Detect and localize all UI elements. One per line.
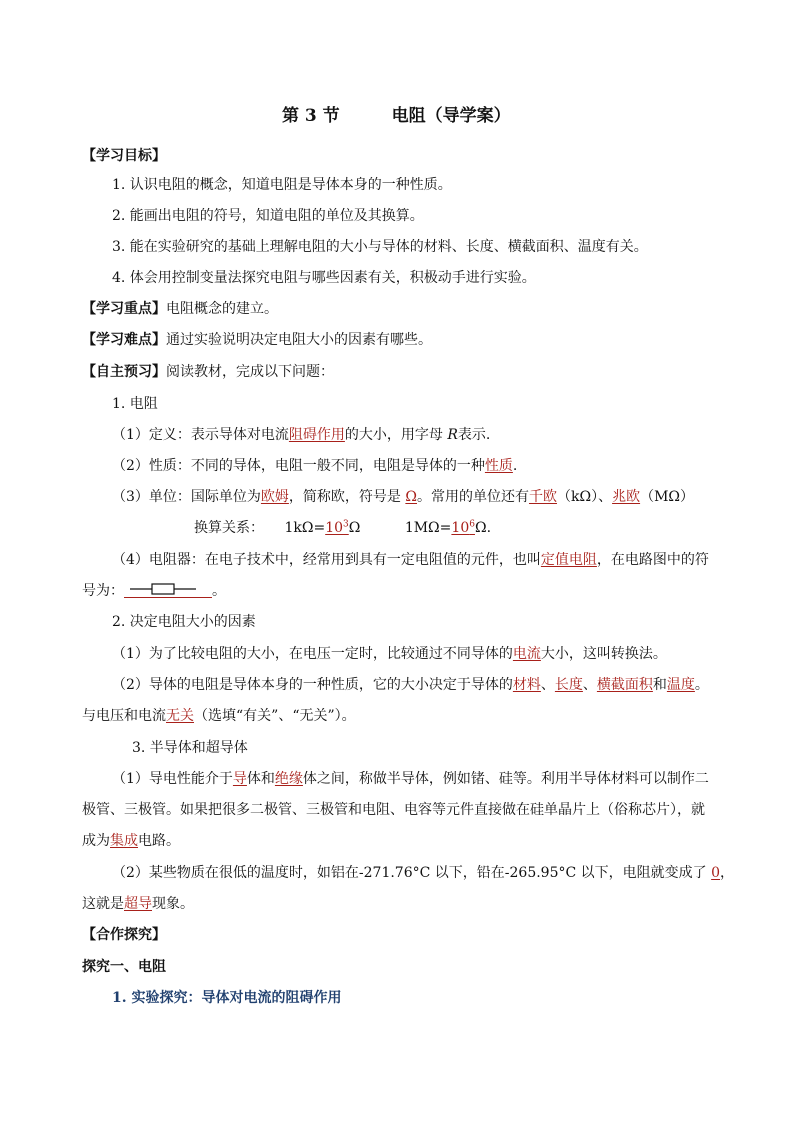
text: （2）导体的电阻是导体本身的一种性质，它的大小决定于导体的	[112, 677, 513, 693]
goal-item: 1. 认识电阻的概念，知道电阻是导体本身的一种性质。	[112, 177, 452, 193]
answer-blank: 长度	[554, 677, 583, 693]
semi-line-1	[112, 769, 709, 789]
goal-item: 4. 体会用控制变量法探究电阻与哪些因素有关，积极动手进行实验。	[112, 270, 536, 286]
answer-blank: 材料	[512, 677, 541, 693]
text: 、	[540, 677, 555, 693]
text: ，在电路图中的符	[596, 552, 709, 568]
text: （1）导电性能介于	[112, 771, 233, 787]
factor-line-1	[112, 644, 667, 664]
text: 。	[212, 583, 226, 599]
answer-blank: 欧姆	[260, 489, 289, 505]
subsection-resistance: 1. 电阻	[112, 396, 158, 412]
experiment-heading: 1. 实验探究：导体对电流的阻碍作用	[112, 990, 342, 1006]
subsection-factors: 2. 决定电阻大小的因素	[112, 614, 256, 630]
text: 现象。	[152, 896, 194, 912]
text: 大小，这叫转换法。	[540, 646, 667, 662]
focus-text: 电阻概念的建立。	[166, 301, 278, 317]
preview-text: 阅读教材，完成以下问题：	[166, 364, 334, 380]
text: （3）单位：国际单位为	[112, 489, 261, 505]
unit-line	[112, 487, 694, 507]
text: 体之间，称做半导体，例如锗、硅等。利用半导体材料可以制作二	[302, 771, 709, 787]
text: Ω.	[474, 520, 492, 536]
coop-heading: 【合作探究】	[82, 927, 166, 943]
answer-blank: 千欧	[528, 489, 557, 505]
difficulty-text: 通过实验说明决定电阻大小的因素有哪些。	[166, 332, 432, 348]
resistor-symbol-icon	[130, 583, 206, 595]
focus-line	[82, 299, 278, 319]
text: 1kΩ=	[284, 520, 326, 536]
preview-line	[82, 362, 334, 382]
text: 10	[325, 520, 344, 536]
answer-blank: 集成	[110, 833, 138, 849]
answer-blank: 温度	[666, 677, 695, 693]
answer-blank: 超导	[124, 896, 152, 912]
text: 与电压和电流	[82, 708, 166, 724]
answer-blank: 无关	[166, 708, 194, 724]
super-line-1	[112, 863, 734, 883]
explore-one-heading: 探究一、电阻	[82, 959, 166, 975]
text: ，	[720, 865, 735, 881]
subsection-semiconductor: 3. 半导体和超导体	[132, 740, 248, 756]
answer-blank: 定值电阻	[540, 552, 597, 568]
difficulty-line	[82, 330, 432, 350]
semi-line-2: 极管、三极管。如果把很多二极管、三极管和电阻、电容等元件直接做在硅单晶片上（俗称芯片），就	[82, 802, 705, 818]
exponent: 3	[343, 519, 349, 530]
difficulty-heading: 【学习难点】	[82, 332, 166, 348]
exponent: 6	[469, 519, 475, 530]
text: ，简称欧，符号是	[288, 489, 406, 505]
preview-heading: 【自主预习】	[82, 364, 166, 380]
text: 电路。	[138, 833, 180, 849]
text: 的大小，用字母	[344, 427, 448, 443]
answer-blank: 绝缘	[274, 771, 303, 787]
resistor-line	[112, 550, 709, 570]
symbol-r: R	[447, 427, 458, 443]
resistor-symbol-blank	[124, 581, 212, 598]
text: （2）某些物质在很低的温度时，如铝在-271.76°C 以下，铅在-265.95°C 以下，电阻就变成了	[112, 865, 712, 881]
resistor-symbol-line	[82, 581, 226, 601]
focus-heading: 【学习重点】	[82, 301, 166, 317]
text: 体和	[246, 771, 275, 787]
text: 和	[652, 677, 667, 693]
property-line	[112, 456, 517, 476]
answer-blank: Ω	[405, 489, 417, 505]
answer-blank: 性质	[484, 458, 513, 474]
text: 、	[582, 677, 597, 693]
goals-heading: 【学习目标】	[82, 148, 166, 164]
text: （4）电阻器：在电子技术中，经常用到具有一定电阻值的元件，也叫	[112, 552, 541, 568]
text: （kΩ）、	[556, 489, 613, 505]
answer-blank: 0	[711, 865, 721, 881]
factor-line-2	[112, 675, 709, 695]
text: 1MΩ=	[404, 520, 452, 536]
page-title	[282, 106, 511, 126]
text: 表示.	[457, 427, 491, 443]
text: 成为	[82, 833, 110, 849]
text: 10	[451, 520, 470, 536]
semi-line-3	[82, 831, 180, 851]
goal-item: 3. 能在实验研究的基础上理解电阻的大小与导体的材料、长度、横截面积、温度有关。	[112, 239, 648, 255]
text: （MΩ）	[640, 489, 695, 505]
conversion-line	[194, 518, 491, 538]
section-number: 第 3 节	[282, 106, 340, 126]
text: 。	[694, 677, 709, 693]
text: （1）定义：表示导体对电流	[112, 427, 289, 443]
answer-blank: 兆欧	[612, 489, 641, 505]
answer-blank: 电流	[512, 646, 541, 662]
super-line-2	[82, 894, 194, 914]
text: Ω	[348, 520, 361, 536]
answer-blank: 阻碍作用	[288, 427, 345, 443]
lesson-name: 电阻（导学案）	[391, 106, 511, 126]
answer-blank: 导	[232, 771, 247, 787]
definition-line	[112, 425, 490, 445]
answer-blank	[451, 520, 475, 536]
text: 。常用的单位还有	[416, 489, 529, 505]
text: 号为：	[82, 583, 124, 599]
conversion-label: 换算关系：	[194, 520, 264, 536]
answer-blank: 横截面积	[596, 677, 653, 693]
text: 这就是	[82, 896, 124, 912]
text: .	[512, 458, 518, 474]
text: （选填“有关”、“无关”）。	[194, 708, 356, 724]
text: （2）性质：不同的导体，电阻一般不同，电阻是导体的一种	[112, 458, 485, 474]
answer-blank	[325, 520, 349, 536]
kohm-conversion	[284, 520, 360, 536]
text: （1）为了比较电阻的大小，在电压一定时，比较通过不同导体的	[112, 646, 513, 662]
mohm-conversion	[405, 520, 491, 536]
goal-item: 2. 能画出电阻的符号，知道电阻的单位及其换算。	[112, 208, 424, 224]
factor-line-3	[82, 706, 356, 726]
